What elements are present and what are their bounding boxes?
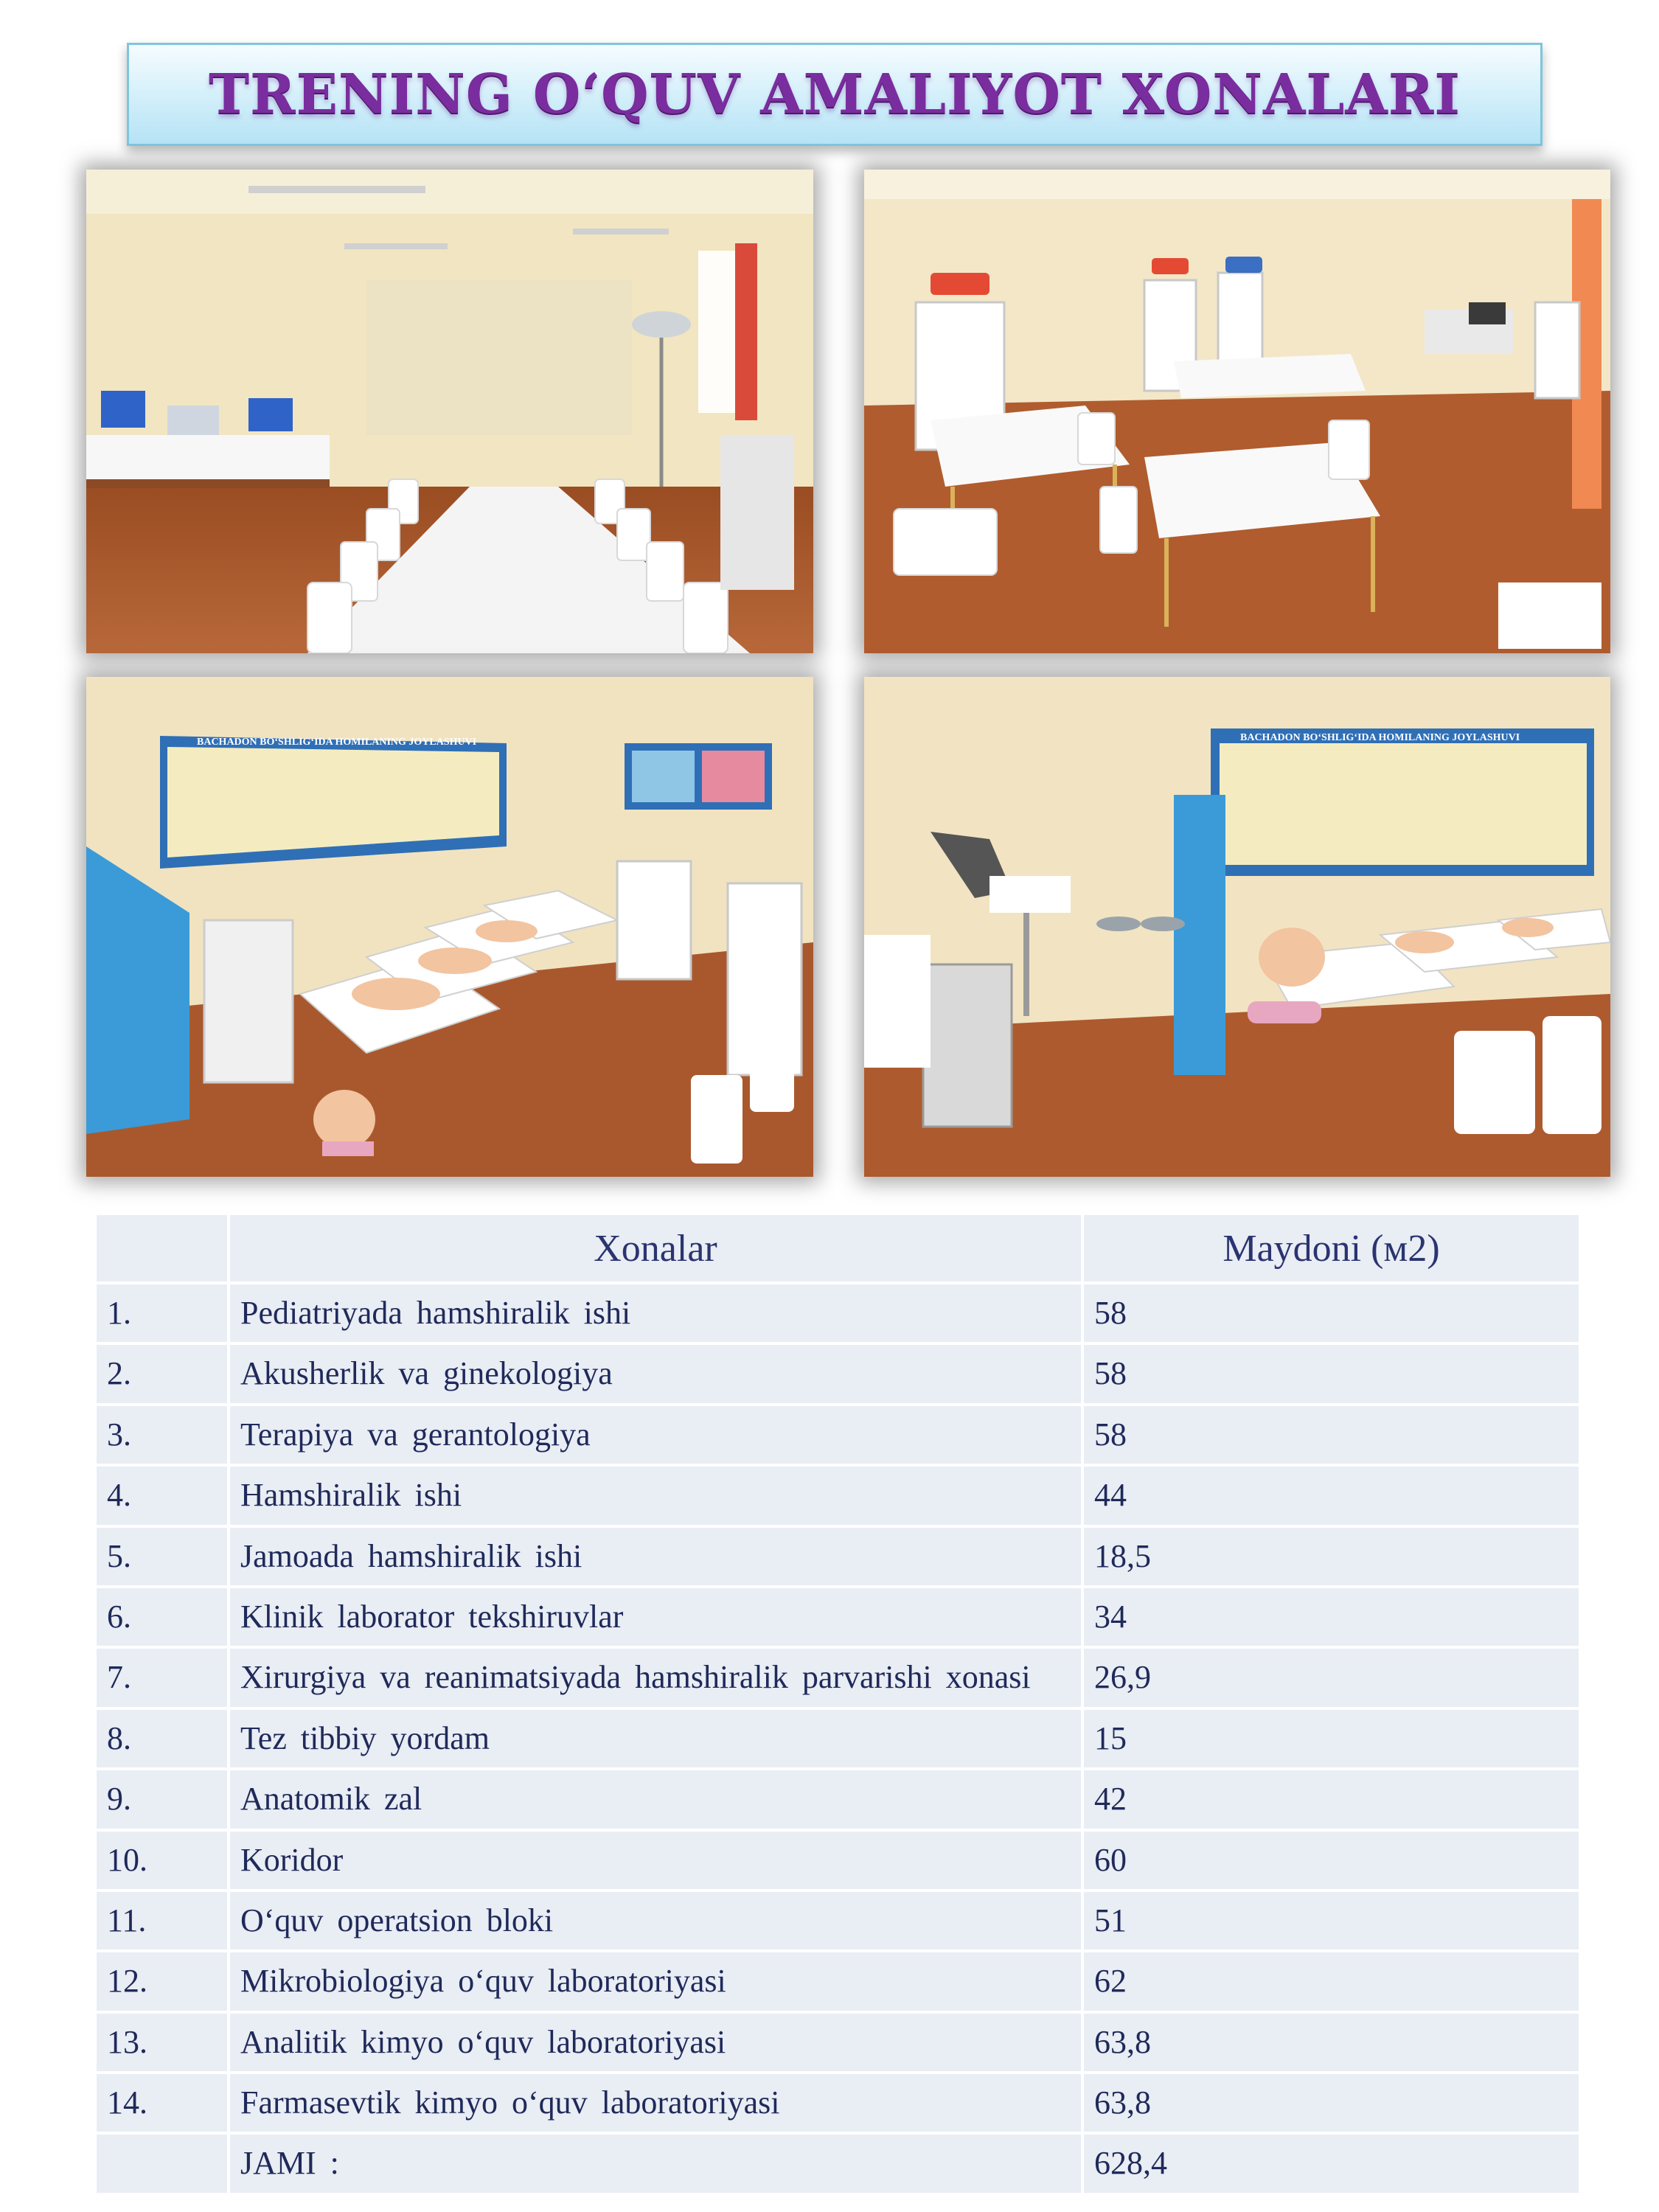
room-area: 63,8 <box>1082 2073 1580 2133</box>
table-row <box>95 2012 1580 2073</box>
classroom-illustration <box>86 170 813 653</box>
table-row <box>95 1405 1580 1465</box>
table-row <box>95 1283 1580 1343</box>
total-number <box>95 2133 229 2194</box>
room-area: 42 <box>1082 1769 1580 1829</box>
header-area: Maydoni (м2) <box>1082 1214 1580 1283</box>
total-row <box>95 2133 1580 2194</box>
gynecology-lab-illustration <box>864 677 1610 1177</box>
table-row <box>95 1647 1580 1708</box>
total-area: 628,4 <box>1082 2133 1580 2194</box>
room-area: 18,5 <box>1082 1526 1580 1587</box>
row-number: 5. <box>95 1526 229 1587</box>
classroom-photo <box>86 170 813 653</box>
page-title: TRENING O‘QUV AMALIYOT XONALARI <box>209 63 1461 126</box>
room-name: Tez tibbiy yordam <box>229 1708 1082 1769</box>
anatomy-poster <box>160 736 507 869</box>
table-row <box>95 1465 1580 1526</box>
row-number: 8. <box>95 1708 229 1769</box>
row-number: 1. <box>95 1283 229 1343</box>
room-name: O‘quv operatsion bloki <box>229 1891 1082 1951</box>
room-name: Terapiya va gerantologiya <box>229 1405 1082 1465</box>
room-area: 62 <box>1082 1951 1580 2011</box>
poster-title: BACHADON BO‘SHLIG‘IDA HOMILANING JOYLASHUVI <box>1240 732 1520 743</box>
room-area: 58 <box>1082 1343 1580 1404</box>
room-name: Koridor <box>229 1830 1082 1891</box>
room-name: Farmasevtik kimyo o‘quv laboratoriyasi <box>229 2073 1082 2133</box>
total-label: JAMI : <box>229 2133 1082 2194</box>
row-number: 9. <box>95 1769 229 1829</box>
table-row <box>95 1526 1580 1587</box>
obstetrics-lab-photo <box>86 677 813 1177</box>
room-area: 26,9 <box>1082 1647 1580 1708</box>
row-number: 6. <box>95 1587 229 1647</box>
room-name: Hamshiralik ishi <box>229 1465 1082 1526</box>
row-number: 3. <box>95 1405 229 1465</box>
row-number: 4. <box>95 1465 229 1526</box>
table-row <box>95 1587 1580 1647</box>
table-row <box>95 1343 1580 1404</box>
obstetrics-lab-illustration <box>86 677 813 1177</box>
table-row <box>95 1769 1580 1829</box>
room-area: 63,8 <box>1082 2012 1580 2073</box>
room-area: 58 <box>1082 1283 1580 1343</box>
room-name: Analitik kimyo o‘quv laboratoriyasi <box>229 2012 1082 2073</box>
rooms-table <box>94 1212 1582 2196</box>
pediatric-lab-illustration <box>864 170 1610 653</box>
room-name: Anatomik zal <box>229 1769 1082 1829</box>
table-header-row <box>95 1214 1580 1283</box>
gynecology-lab-photo <box>864 677 1610 1177</box>
room-name: Jamoada hamshiralik ishi <box>229 1526 1082 1587</box>
table-row <box>95 1951 1580 2011</box>
pediatric-lab-photo <box>864 170 1610 653</box>
room-area: 34 <box>1082 1587 1580 1647</box>
row-number: 2. <box>95 1343 229 1404</box>
room-name: Xirurgiya va reanimatsiyada hamshiralik parvarishi xonasi <box>229 1647 1082 1708</box>
room-name: Klinik laborator tekshiruvlar <box>229 1587 1082 1647</box>
header-number <box>95 1214 229 1283</box>
anatomy-poster <box>1211 728 1594 876</box>
header-rooms: Xonalar <box>229 1214 1082 1283</box>
room-area: 58 <box>1082 1405 1580 1465</box>
room-area: 60 <box>1082 1830 1580 1891</box>
row-number: 12. <box>95 1951 229 2011</box>
room-name: Akusherlik va ginekologiya <box>229 1343 1082 1404</box>
room-area: 15 <box>1082 1708 1580 1769</box>
poster-title: BACHADON BO‘SHLIG‘IDA HOMILANING JOYLASHUVI <box>197 737 477 748</box>
room-name: Pediatriyada hamshiralik ishi <box>229 1283 1082 1343</box>
room-area: 44 <box>1082 1465 1580 1526</box>
room-name: Mikrobiologiya o‘quv laboratoriyasi <box>229 1951 1082 2011</box>
row-number: 11. <box>95 1891 229 1951</box>
table-row <box>95 1830 1580 1891</box>
table-row <box>95 1708 1580 1769</box>
table-row <box>95 1891 1580 1951</box>
row-number: 14. <box>95 2073 229 2133</box>
table-row <box>95 2073 1580 2133</box>
row-number: 7. <box>95 1647 229 1708</box>
room-area: 51 <box>1082 1891 1580 1951</box>
title-banner <box>127 43 1543 146</box>
row-number: 10. <box>95 1830 229 1891</box>
row-number: 13. <box>95 2012 229 2073</box>
